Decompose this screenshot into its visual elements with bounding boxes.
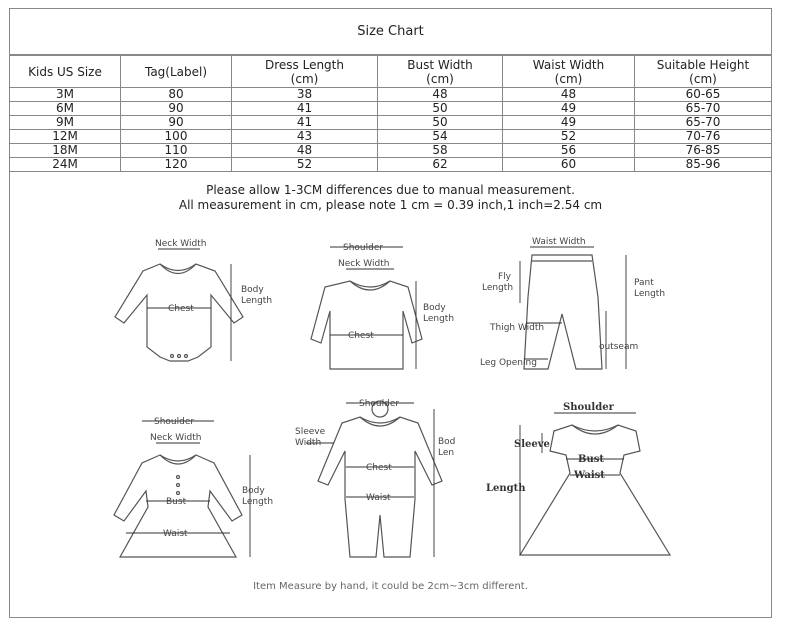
cell-tag: 90 (121, 102, 232, 116)
cell-size: 6M (10, 102, 121, 116)
dress-shoulder-label: Shoulder (154, 417, 195, 427)
pants-waist-label: Waist Width (532, 237, 586, 247)
cell-waist-width: 49 (503, 102, 635, 116)
tutu-collar (572, 425, 618, 434)
pants-leg-label: Leg Opening (480, 358, 537, 368)
cell-bust-width: 48 (378, 88, 503, 102)
tshirt-neck-label: Neck Width (338, 259, 390, 269)
header-waist-width: Waist Width (cm) (503, 56, 635, 88)
tshirt-collar (350, 281, 390, 290)
header-tag: Tag(Label) (121, 56, 232, 88)
header-dress-length: Dress Length (cm) (232, 56, 378, 88)
cell-size: 12M (10, 130, 121, 144)
tshirt-shoulder-label: Shoulder (343, 243, 384, 253)
tshirt-body-label-2: Length (423, 314, 455, 324)
tutu-dress-diagram (486, 402, 670, 555)
dress-neck-label: Neck Width (150, 433, 202, 443)
romper-sleeve-label-2: Width (295, 438, 322, 448)
tutu-sleeve-label: Sleeve (514, 439, 550, 450)
bodysuit-chest-label: Chest (168, 304, 194, 314)
dress-body-label-2: Length (242, 497, 274, 507)
dress-bust-label: Bust (166, 497, 187, 507)
header-suitable-height: Suitable Height (cm) (635, 56, 772, 88)
tutu-length-label: Length (486, 483, 526, 494)
tshirt-chest-label: Chest (348, 331, 374, 341)
tshirt-body-label-1: Body (423, 303, 446, 313)
cell-dress-length: 52 (232, 158, 378, 172)
cell-waist-width: 48 (503, 88, 635, 102)
romper-diagram (295, 399, 455, 557)
cell-bust-width: 50 (378, 116, 503, 130)
cell-size: 18M (10, 144, 121, 158)
pants-diagram (480, 237, 665, 369)
cell-size: 9M (10, 116, 121, 130)
note-line-2: All measurement in cm, please note 1 cm = 0.39 inch,1 inch=2.54 cm (178, 198, 603, 212)
chart-title: Size Chart (10, 9, 771, 55)
measurement-diagrams (10, 219, 771, 579)
cell-bust-width: 62 (378, 158, 503, 172)
cell-waist-width: 60 (503, 158, 635, 172)
size-table (10, 55, 771, 172)
pants-length-label-2: Length (634, 289, 666, 299)
tutu-waist-label: Waist (574, 470, 605, 481)
measurement-note (10, 183, 771, 213)
cell-height: 76-85 (635, 144, 772, 158)
tutu-bust-label: Bust (578, 454, 604, 465)
romper-chest-label: Chest (366, 463, 392, 473)
bodysuit-diagram (115, 239, 272, 361)
cell-size: 24M (10, 158, 121, 172)
note-line-1: Please allow 1-3CM differences due to manual measurement. (206, 183, 575, 197)
pants-fly-label-2: Length (482, 283, 514, 293)
cell-tag: 120 (121, 158, 232, 172)
pants-fly-label-1: Fly (498, 272, 512, 282)
cell-height: 60-65 (635, 88, 772, 102)
bodysuit-collar (160, 264, 196, 274)
cell-height: 70-76 (635, 130, 772, 144)
cell-dress-length: 43 (232, 130, 378, 144)
dress-waist-label: Waist (163, 529, 188, 539)
footnote: Item Measure by hand, it could be 2cm~3cm different. (253, 581, 528, 592)
table-row (10, 130, 771, 144)
cell-waist-width: 56 (503, 144, 635, 158)
pants-outseam-label: outseam (599, 342, 639, 352)
table-row (10, 102, 771, 116)
table-row (10, 116, 771, 130)
bodysuit-neck-label: Neck Width (155, 239, 207, 249)
tshirt-diagram (311, 243, 454, 369)
dress-body-label-1: Body (242, 486, 265, 496)
cell-height: 85-96 (635, 158, 772, 172)
romper-shoulder-label: Shoulder (359, 399, 400, 409)
table-row (10, 158, 771, 172)
bodysuit-body-label-2: Length (241, 296, 273, 306)
romper-waist-label: Waist (366, 493, 391, 503)
romper-collar (360, 417, 400, 426)
cell-dress-length: 48 (232, 144, 378, 158)
cell-bust-width: 54 (378, 130, 503, 144)
romper-body-label-1: Bod (438, 437, 456, 447)
cell-dress-length: 41 (232, 116, 378, 130)
cell-size: 3M (10, 88, 121, 102)
romper-outline (318, 417, 442, 557)
table-row (10, 144, 771, 158)
cell-height: 65-70 (635, 116, 772, 130)
header-bust-width: Bust Width (cm) (378, 56, 503, 88)
size-chart-frame (9, 8, 772, 618)
cell-waist-width: 49 (503, 116, 635, 130)
cell-tag: 90 (121, 116, 232, 130)
romper-body-label-2: Len (438, 448, 455, 458)
cell-height: 65-70 (635, 102, 772, 116)
pants-thigh-label: Thigh Width (490, 323, 545, 333)
dress-collar (160, 455, 196, 464)
cell-tag: 80 (121, 88, 232, 102)
bodysuit-body-label-1: Body (241, 285, 264, 295)
romper-sleeve-label-1: Sleeve (295, 427, 326, 437)
cell-tag: 110 (121, 144, 232, 158)
pants-length-label-1: Pant (634, 278, 654, 288)
tshirt-outline (311, 281, 422, 369)
pants-outline (524, 255, 602, 369)
cell-tag: 100 (121, 130, 232, 144)
tutu-shoulder-label: Shoulder (563, 402, 614, 413)
cell-dress-length: 41 (232, 102, 378, 116)
header-kids-size: Kids US Size (10, 56, 121, 88)
table-row (10, 88, 771, 102)
table-header-row (10, 56, 771, 88)
cell-bust-width: 50 (378, 102, 503, 116)
cell-waist-width: 52 (503, 130, 635, 144)
cell-dress-length: 38 (232, 88, 378, 102)
dress-diagram (114, 417, 273, 557)
cell-bust-width: 58 (378, 144, 503, 158)
